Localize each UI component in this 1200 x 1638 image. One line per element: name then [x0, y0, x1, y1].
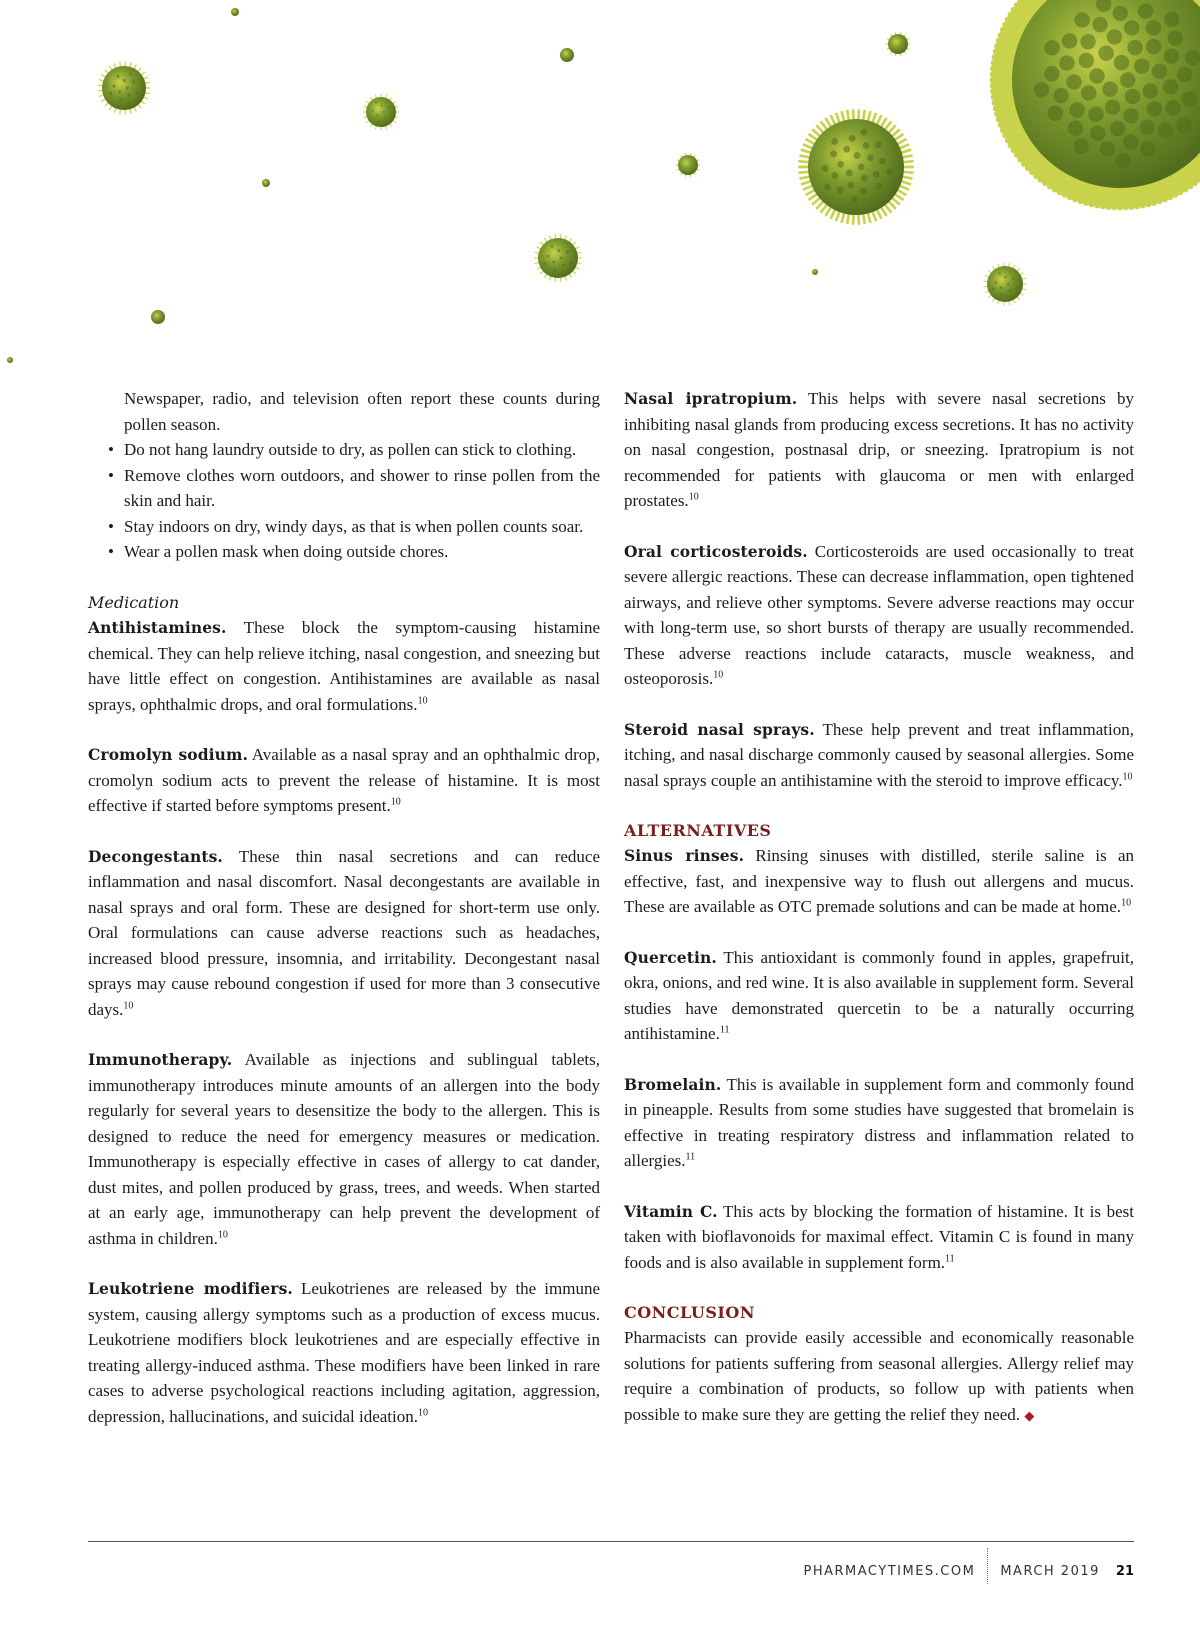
list-item: • Remove clothes worn outdoors, and shower to rinse pollen from the skin and hair. [108, 465, 600, 510]
paragraph-heading: Sinus rinses. [624, 846, 745, 865]
pollen-grain-icon [984, 263, 1026, 305]
reference-number: 10 [217, 1228, 228, 1240]
paragraph-heading: Vitamin C. [624, 1201, 718, 1221]
paragraph-sinus-rinses [624, 843, 1134, 920]
pollen-grain-icon [151, 310, 165, 324]
paragraph-body: These thin nasal secretions and can reduce inflammation and nasal discomfort. Nasal decongestants are available in nasal sprays and oral form. These are designed for short-term use only. Oral formulations can cause adverse reactions such as headaches, increased blood pressure, insomnia, and irritability. Decongestant nasal sprays may cause rebound congestion if used for more than 3 consecutive days. [88, 846, 600, 1019]
paragraph-heading: Cromolyn sodium. [88, 745, 249, 764]
left-column [88, 386, 600, 1454]
paragraph-body: Available as injections and sublingual tablets, immunotherapy introduces minute amounts of an allergen into the body regularly for several years to desensitize the body to the allergen. This is designed to reduce the need for emergency measures or medication. Immunotherapy is especially effective in cases of allergy to cat dander, dust mites, and pollen produced by grass, trees, and weeds. When started at an early age, immunotherapy can help prevent the development of asthma in children. [88, 1050, 600, 1248]
tips-list [88, 437, 600, 565]
paragraph-heading: Steroid nasal sprays. [624, 719, 815, 739]
paragraph-body: This acts by blocking the formation of histamine. It is best taken with bioflavonoids for maximal effect. Vitamin C is found in many foods and is also available in supplement form. [624, 1201, 1134, 1272]
medication-subhead: Medication [88, 592, 180, 612]
footer-site: PHARMACYTIMES.COM [803, 1563, 976, 1579]
paragraph-heading: Nasal ipratropium. [624, 389, 798, 408]
pollen-grain-icon [7, 357, 13, 363]
reference-number: 10 [713, 669, 724, 681]
pollen-grain-icon [993, 0, 1200, 207]
reference-number: 11 [719, 1024, 730, 1036]
pollen-grain-icon [560, 48, 574, 62]
paragraph-body: Leukotrienes are released by the immune system, causing allergy symptoms such as a production of excess mucus. Leukotriene modifiers block leukotrienes and are especially effective in treating allergy-induced asthma. These modifiers have been linked in rare cases to adverse psychological reactions including agitation, aggression, depression, hallucinations, and suicidal ideation. [88, 1279, 600, 1426]
pollen-grain-icon [534, 235, 581, 282]
pollen-grain-icon [231, 8, 239, 16]
paragraph-heading: Oral corticosteroids. [624, 541, 808, 561]
paragraph-body: These block the symptom-causing histamine chemical. They can help relieve itching, nasal congestion, and sneezing but have little effect on congestion. Antihistamines are available as nasal sprays, ophthalmic drops, and oral formulations. [88, 618, 600, 714]
paragraph-oral-corticosteroids [624, 539, 1134, 692]
end-mark-icon: ◆ [1024, 1407, 1035, 1423]
pollen-grain-icon [886, 32, 910, 55]
conclusion-heading: CONCLUSION [624, 1303, 755, 1322]
list-item: • Wear a pollen mask when doing outside chores. [108, 542, 449, 561]
list-item-text: Stay indoors on dry, windy days, as that is when pollen counts soar. [124, 516, 584, 536]
right-column [624, 386, 1134, 1428]
paragraph-decongestants [88, 844, 600, 1023]
pollen-grain-icon [98, 62, 150, 114]
paragraph-body: Available as a nasal spray and an ophthalmic drop, cromolyn sodium acts to prevent the release of histamine. It is most effective if started before symptoms present. [88, 745, 600, 815]
reference-number: 10 [1122, 770, 1133, 782]
paragraph-nasal-ipratropium [624, 386, 1134, 514]
reference-number: 10 [390, 796, 401, 808]
footer-date: MARCH 2019 [1000, 1563, 1100, 1579]
paragraph-heading: Antihistamines. [88, 618, 227, 637]
reference-number: 10 [417, 694, 428, 706]
bullet-continuation: Newspaper, radio, and television often report these counts during pollen season. [124, 389, 600, 434]
paragraph-steroid-nasal-sprays [624, 717, 1134, 794]
reference-number: 10 [688, 491, 699, 503]
paragraph-heading: Decongestants. [88, 846, 223, 866]
list-item-text: Remove clothes worn outdoors, and shower to rinse pollen from the skin and hair. [124, 465, 600, 510]
list-item: • Do not hang laundry outside to dry, as pollen can stick to clothing. [108, 440, 577, 459]
page-number: 21 [1115, 1563, 1134, 1579]
paragraph-heading: Immunotherapy. [88, 1050, 233, 1069]
pollen-grain-icon [676, 153, 700, 176]
footer-divider [987, 1548, 988, 1584]
paragraph-bromelain [624, 1072, 1134, 1174]
pollen-grain-icon [812, 269, 818, 275]
paragraph-body: These help prevent and treat inflammation, itching, and nasal discharge commonly caused by seasonal allergies. Some nasal sprays couple an antihistamine with the steroid to improve efficacy. [624, 719, 1134, 790]
paragraph-leukotriene [88, 1276, 600, 1429]
page-footer [804, 1558, 1135, 1584]
list-item-text: Wear a pollen mask when doing outside chores. [124, 542, 449, 561]
alternatives-heading: ALTERNATIVES [624, 821, 772, 840]
reference-number: 10 [418, 1406, 429, 1418]
paragraph-antihistamines [88, 615, 600, 717]
paragraph-cromolyn [88, 742, 600, 819]
paragraph-body: This is available in supplement form and commonly found in pineapple. Results from some studies have suggested that bromelain is effective in treating respiratory distress and inflammation related to allergies. [624, 1074, 1134, 1170]
reference-number: 10 [1121, 897, 1132, 909]
paragraph-body: This helps with severe nasal secretions by inhibiting nasal glands from producing excess secretions. It has no activity on nasal congestion, postnasal drip, or sneezing. Ipratropium is not recommended for patients with glaucoma or men with enlarged prostates. [624, 389, 1134, 510]
paragraph-vitamin-c [624, 1199, 1134, 1276]
pollen-grain-icon [363, 94, 398, 129]
pollen-grain-icon [799, 110, 912, 223]
list-item-text: Do not hang laundry outside to dry, as pollen can stick to clothing. [124, 440, 577, 459]
paragraph-heading: Quercetin. [624, 947, 717, 967]
paragraph-quercetin [624, 945, 1134, 1047]
paragraph-immunotherapy [88, 1047, 600, 1251]
reference-number: 10 [123, 999, 134, 1011]
footer-rule [88, 1541, 1134, 1542]
paragraph-body: Pharmacists can provide easily accessible and economically reasonable solutions for patients suffering from seasonal allergies. Allergy relief may require a combination of products, so follow up with patients when possible to make sure they are getting the relief they need. [624, 1328, 1134, 1424]
paragraph-body: Corticosteroids are used occasionally to treat severe allergic reactions. These can decrease inflammation, open tightened airways, and relieve other symptoms. Severe adverse reactions may occur with long-term use, so short bursts of therapy are usually recommended. These adverse reactions include cataracts, muscle weakness, and osteoporosis. [624, 541, 1134, 688]
paragraph-heading: Bromelain. [624, 1074, 722, 1094]
pollen-grains-illustration [0, 0, 1200, 380]
conclusion-paragraph [624, 1325, 1134, 1428]
paragraph-heading: Leukotriene modifiers. [88, 1279, 293, 1298]
reference-number: 11 [685, 1151, 696, 1163]
reference-number: 11 [945, 1252, 955, 1264]
list-item: • Stay indoors on dry, windy days, as that is when pollen counts soar. [108, 516, 584, 536]
paragraph-body: This antioxidant is commonly found in apples, grapefruit, okra, onions, and red wine. It is also available in supplement form. Several studies have demonstrated quercetin to be a naturally occurring antihistamine. [624, 947, 1134, 1043]
paragraph-body: Rinsing sinuses with distilled, sterile saline is an effective, fast, and inexpensive way to flush out allergens and mucus. These are available as OTC premade solutions and can be made at home. [624, 846, 1135, 916]
pollen-grain-icon [262, 179, 270, 187]
